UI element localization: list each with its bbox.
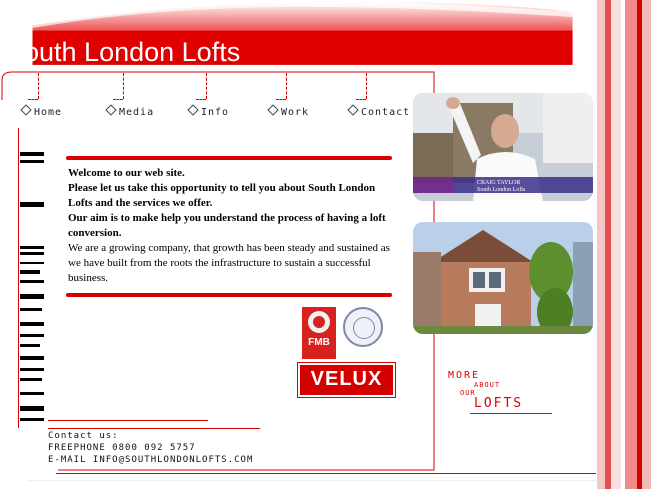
more-line1: MORE <box>448 370 481 381</box>
divider-top <box>66 156 392 160</box>
nav-connector <box>206 73 207 99</box>
nav-connector <box>28 99 38 100</box>
contact-info <box>48 430 253 466</box>
velux-label: VELUX <box>310 368 383 390</box>
nav-label: Info <box>201 107 230 118</box>
diamond-icon <box>267 104 278 115</box>
bottom-rule <box>56 473 596 474</box>
house-photo <box>413 222 593 334</box>
nav-info[interactable] <box>189 107 229 118</box>
nav-home[interactable] <box>22 107 62 118</box>
nav-connector <box>196 99 206 100</box>
nav-contact[interactable] <box>349 107 410 118</box>
nav-connector <box>276 99 286 100</box>
nav-connector <box>38 73 39 99</box>
nav-connector <box>366 73 367 99</box>
welcome-heading: Welcome to our web site. <box>68 167 185 179</box>
fmb-label: FMB <box>308 337 330 348</box>
nav-label: Contact <box>361 107 411 118</box>
contact-heading: Contact us: <box>48 431 119 441</box>
caption-company: South London Lofts <box>477 187 526 193</box>
velux-logo <box>298 363 395 397</box>
fmb-logo <box>302 307 336 359</box>
nav-label: Media <box>119 107 155 118</box>
diamond-icon <box>20 104 31 115</box>
more-line3: OUR <box>460 389 476 397</box>
contact-divider-long <box>48 428 260 429</box>
site-title: South London Lofts <box>6 37 241 67</box>
contact-email[interactable]: E-MAIL INFO@SOUTHLONDONLOFTS.COM <box>48 455 254 465</box>
contact-phone: FREEPHONE 0800 092 5757 <box>48 443 196 453</box>
nav-label: Work <box>281 107 310 118</box>
nav-connector <box>286 73 287 99</box>
more-line4: LOFTS <box>474 396 524 411</box>
decorative-stripes <box>597 0 651 489</box>
divider-bottom <box>66 293 392 297</box>
nav-label: Home <box>34 107 63 118</box>
more-about-lofts-link[interactable] <box>448 370 552 414</box>
nav-media[interactable] <box>107 107 154 118</box>
guild-seal-logo <box>343 307 383 347</box>
diamond-icon <box>187 104 198 115</box>
bottom-rule <box>28 480 598 481</box>
nav-connector <box>113 99 123 100</box>
diamond-icon <box>347 104 358 115</box>
lofts-underline <box>470 413 552 414</box>
welcome-aim: Our aim is to make help you understand the process of having a loft conversion. <box>68 212 386 239</box>
diamond-icon <box>105 104 116 115</box>
caption-name: CRAIG TAYLOR <box>477 180 521 186</box>
craig-taylor-photo <box>413 93 593 201</box>
welcome-intro: Please let us take this opportunity to tell you about South London Lofts and the services we offer. <box>68 182 376 209</box>
welcome-text <box>68 166 394 286</box>
welcome-body: We are a growing company, that growth has been steady and sustained as we have built from the roots the infrastructure to sustain a successful business. <box>68 242 390 284</box>
contact-divider <box>48 420 208 421</box>
nav-work[interactable] <box>269 107 309 118</box>
nav-connector <box>123 73 124 99</box>
nav-connector <box>356 99 366 100</box>
more-line2: ABOUT <box>474 381 501 389</box>
film-strip-decoration <box>18 128 44 428</box>
